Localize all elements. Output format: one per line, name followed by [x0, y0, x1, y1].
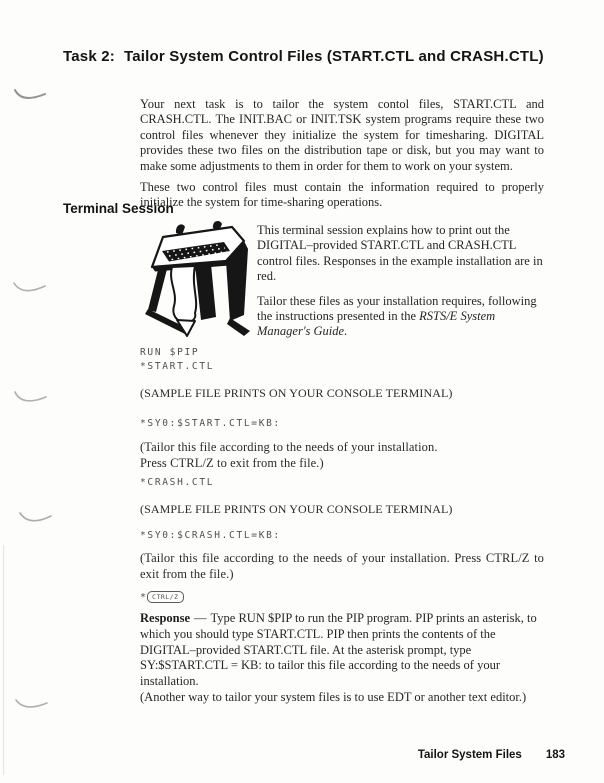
terminal-command-start-ctl: *SY0:$START.CTL=KB:	[140, 418, 281, 429]
sample-file-note-2: (SAMPLE FILE PRINTS ON YOUR CONSOLE TERMINAL)	[140, 502, 453, 516]
note-line: Press CTRL/Z to exit from the file.)	[140, 455, 324, 470]
tailor-note-1	[140, 440, 544, 471]
margin-pencil-mark-icon	[14, 696, 50, 714]
description-text: Tailor these files as your installation requires, following the instructions presented in the	[257, 293, 537, 324]
response-line	[140, 611, 550, 627]
command-line: *START.CTL	[140, 360, 215, 372]
task-title-text: Tailor System Control Files (START.CTL and CRASH.CTL)	[123, 48, 544, 65]
response-text: Type RUN $PIP to run the PIP program. PIP prints an asterisk, to	[210, 611, 537, 625]
prompt-asterisk: *	[140, 592, 147, 603]
em-dash: —	[194, 611, 207, 625]
response-line: SY:$START.CTL = KB: to tailor this file according to the needs of your installation.	[140, 658, 500, 689]
ctrl-z-keycap: CTRL/Z	[147, 591, 183, 603]
scan-edge-artifact	[3, 545, 4, 775]
intro-paragraph-2: These two control files must contain the information required to properly initialize the system for time-sharing operations.	[140, 179, 544, 210]
sample-file-note-1: (SAMPLE FILE PRINTS ON YOUR CONSOLE TERMINAL)	[140, 386, 453, 400]
task-number-label: Task 2:	[63, 48, 115, 65]
response-label: Response	[140, 611, 191, 625]
printing-terminal-illustration	[138, 220, 256, 342]
page-footer	[418, 749, 565, 761]
footer-section-title: Tailor System Files	[417, 749, 522, 761]
footer-page-number: 183	[545, 749, 565, 761]
description-text-suffix: .	[344, 324, 348, 339]
terminal-command-crash-ctl-kb: *SY0:$CRASH.CTL=KB:	[140, 530, 281, 541]
session-description-paragraph-2	[257, 294, 549, 340]
terminal-session-heading: Terminal Session	[63, 201, 174, 216]
session-description-paragraph-1: This terminal session explains how to print out the DIGITAL–provided START.CTL and CRASH.CTL control files. Responses in the example installation are in red.	[257, 223, 543, 284]
response-line: which you should type START.CTL. PIP then prints the contents of the	[140, 626, 496, 641]
ctrl-z-prompt	[140, 591, 184, 603]
terminal-session-description	[257, 223, 549, 349]
response-line: DIGITAL–provided START.CTL file. At the asterisk prompt, type	[140, 642, 472, 657]
terminal-command-crash-ctl: *CRASH.CTL	[140, 477, 215, 488]
margin-pencil-mark-icon	[13, 389, 49, 407]
response-line: (Another way to tailor your system files is to use EDT or another text editor.)	[140, 689, 527, 704]
margin-pencil-mark-icon	[12, 279, 48, 297]
response-paragraph	[140, 611, 550, 706]
manual-title-reference: RSTS/E System Manager's Guide	[257, 309, 496, 339]
printing-terminal-icon	[138, 220, 256, 342]
margin-pencil-mark-icon	[12, 86, 48, 104]
margin-pencil-mark-icon	[18, 509, 54, 527]
note-line: (Tailor this file according to the needs of your installation.	[140, 440, 438, 454]
page-title	[63, 48, 563, 65]
terminal-command-run-pip	[140, 346, 214, 373]
tailor-note-2: (Tailor this file according to the needs of your installation. Press CTRL/Z to exit from the file.)	[140, 551, 544, 581]
intro-paragraph-1: Your next task is to tailor the system contol files, START.CTL and CRASH.CTL. The INIT.BAC or INIT.TSK system programs require these two control files whenever they initialize the system for timesharing. DIGITAL provides these two files on the distribution tape or disk, but you may want to make some adjustments to them in order for them to work on your system.	[140, 96, 544, 173]
command-line: RUN $PIP	[140, 347, 200, 358]
